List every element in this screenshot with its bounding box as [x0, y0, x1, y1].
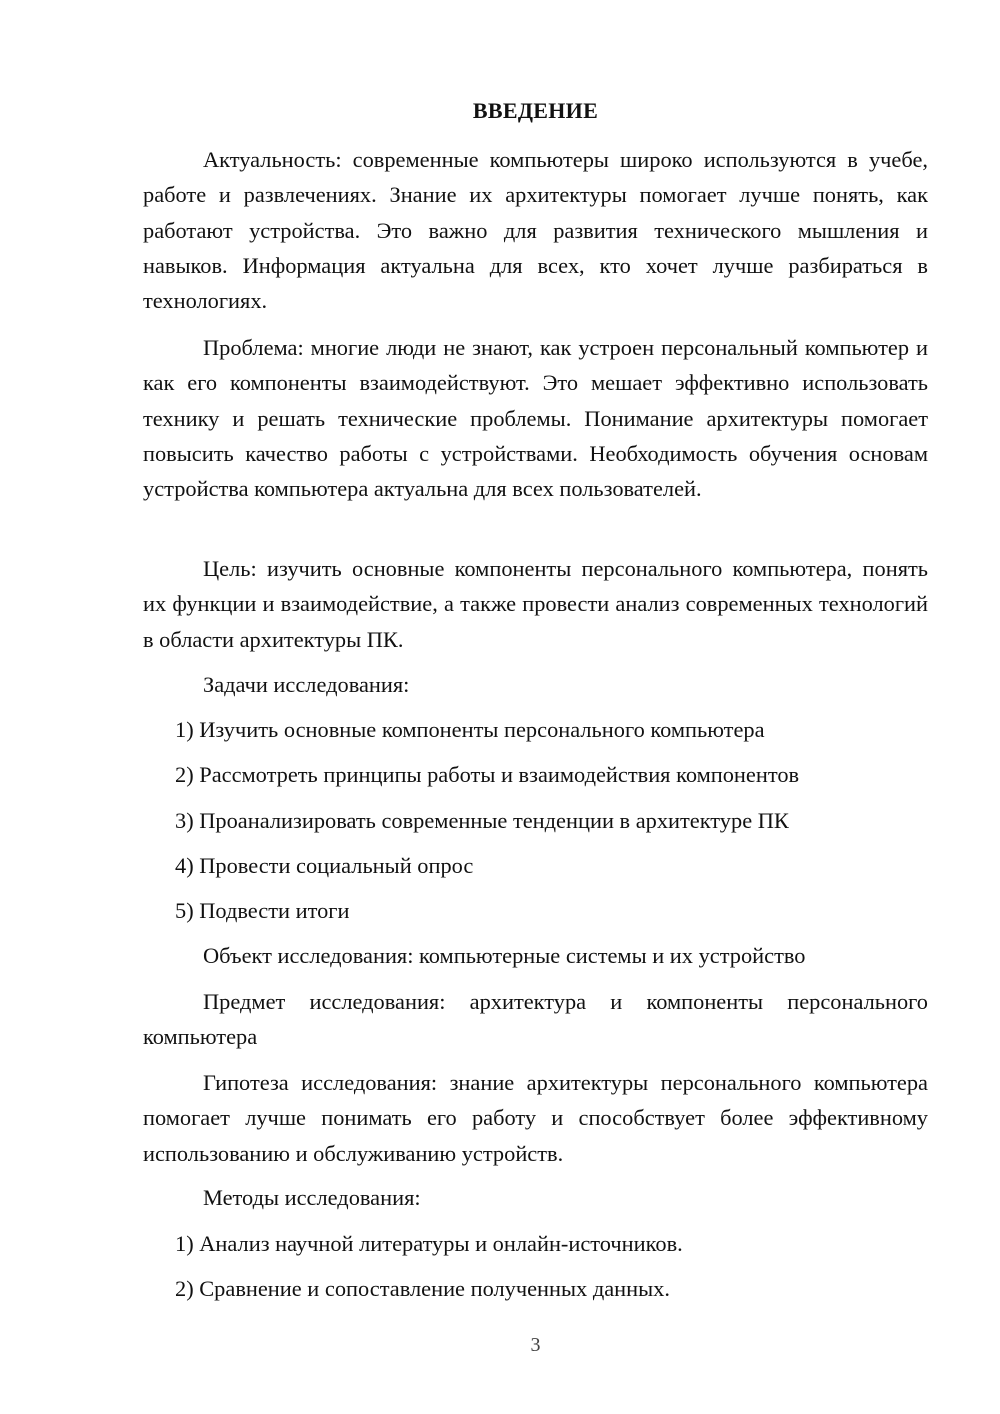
document-page	[143, 0, 928, 1414]
page-number: 3	[530, 1334, 541, 1356]
task-item: 3) Проанализировать современные тенденции в архитектуре ПК	[175, 808, 789, 833]
hypothesis-paragraph: Гипотеза исследования: знание архитектуры персонального компьютера помогает лучше понимать его работу и способствует более эффективному использованию и обслуживанию устройств.	[143, 1070, 928, 1166]
methods-heading: Методы исследования:	[203, 1185, 421, 1210]
task-item: 4) Провести социальный опрос	[175, 853, 474, 878]
relevance-paragraph: Актуальность: современные компьютеры широко используются в учебе, работе и развлечениях. Знание их архитектуры помогает лучше понять, как работают устройства. Это важно для развития технического мышления и навыков. Информация актуальна для всех, кто хочет лучше разбираться в технологиях.	[143, 147, 928, 314]
object-paragraph: Объект исследования: компьютерные системы и их устройство	[203, 943, 806, 968]
method-item: 2) Сравнение и сопоставление полученных данных.	[175, 1276, 670, 1301]
goal-paragraph: Цель: изучить основные компоненты персонального компьютера, понять их функции и взаимодействие, а также провести анализ современных технологий в области архитектуры ПК.	[143, 556, 928, 652]
task-item: 1) Изучить основные компоненты персонального компьютера	[175, 717, 765, 742]
task-item: 2) Рассмотреть принципы работы и взаимодействия компонентов	[175, 762, 800, 787]
method-item: 1) Анализ научной литературы и онлайн-источников.	[175, 1231, 683, 1256]
task-item: 5) Подвести итоги	[175, 898, 350, 923]
subject-paragraph: Предмет исследования: архитектура и компоненты персонального компьютера	[143, 989, 928, 1050]
section-title: ВВЕДЕНИЕ	[472, 98, 599, 123]
problem-paragraph: Проблема: многие люди не знают, как устроен персональный компьютер и как его компоненты взаимодействуют. Это мешает эффективно использовать технику и решать технические проблемы. Понимание архитектуры помогает повысить качество работы с устройствами. Необходимость обучения основам устройства компьютера актуальна для всех пользователей.	[143, 335, 928, 502]
tasks-heading: Задачи исследования:	[203, 672, 410, 697]
